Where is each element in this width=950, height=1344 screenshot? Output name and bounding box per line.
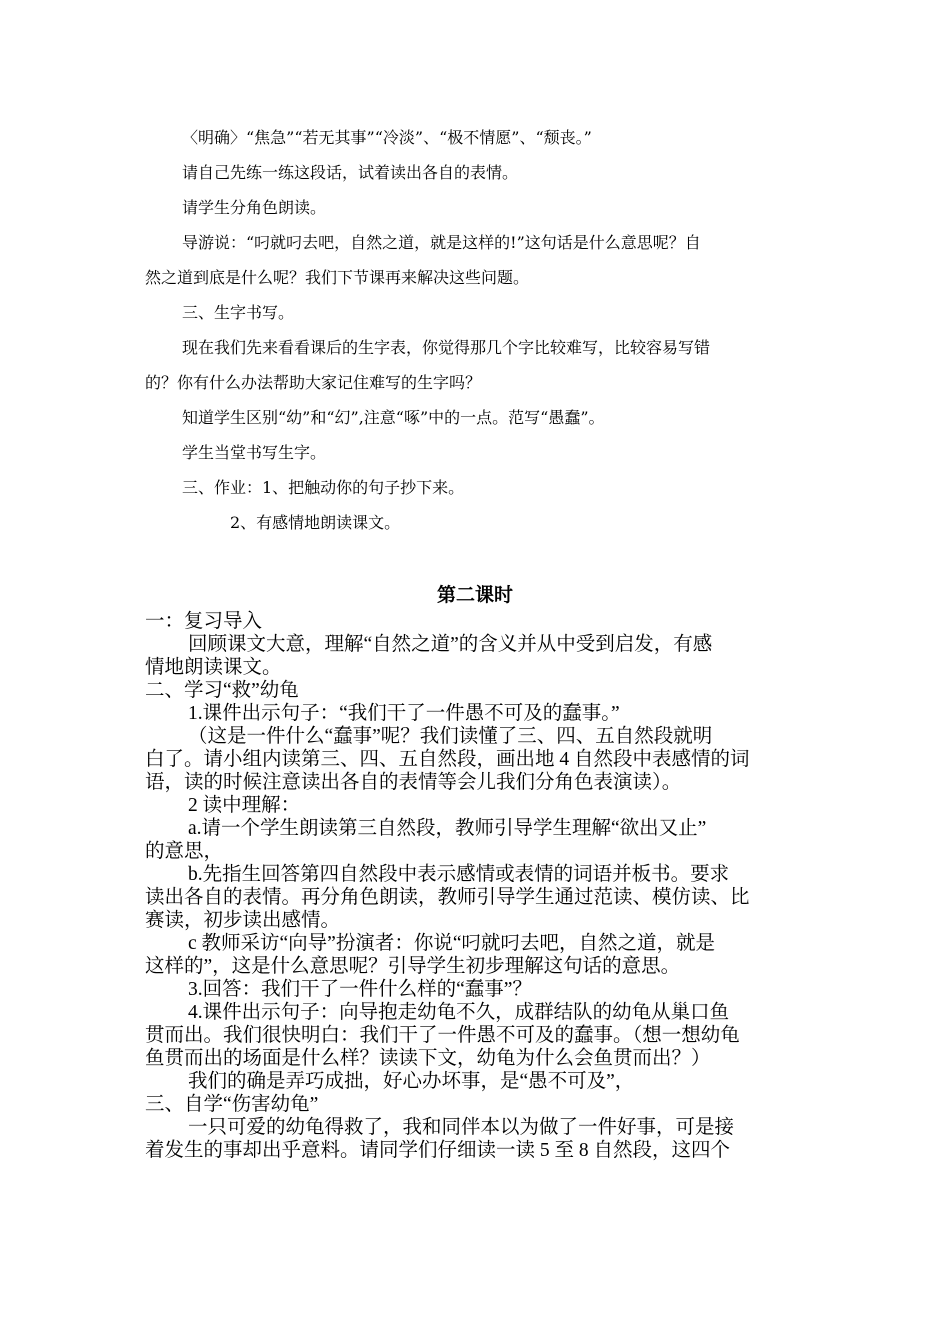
stupid-thing-paragraph xyxy=(145,725,810,794)
text-line: 的意思， xyxy=(145,841,224,862)
text-line: 读出各自的表情。再分角色朗读，教师引导学生通过范读、模仿读、比 xyxy=(145,887,750,908)
heading-review xyxy=(145,610,810,633)
section-heading-writing: 三、生字书写。 xyxy=(182,303,295,322)
text-line: 我们的确是弄巧成拙，好心办坏事，是“愚不可及”， xyxy=(188,1071,635,1092)
text-line: 4.课件出示句子：向导抱走幼龟不久，成群结队的幼龟从巢口鱼 xyxy=(188,1002,730,1023)
text-line: 三、自学“伤害幼龟” xyxy=(145,1094,319,1115)
text-line: （这是一件什么“蠢事”呢？我们读懂了三、四、五自然段就明 xyxy=(188,726,713,747)
summary-paragraph xyxy=(145,1070,810,1093)
step-2b-paragraph xyxy=(145,863,810,932)
distinguish-characters-paragraph: 知道学生区别“幼”和“幻”,注意“啄”中的一点。范写“愚蠢”。 xyxy=(182,408,605,427)
text-line: 着发生的事却出乎意料。请同学们仔细读一读 5 至 8 自然段，这四个 xyxy=(145,1140,731,1161)
student-writing-paragraph: 学生当堂书写生字。 xyxy=(182,443,327,462)
text-line: 2 读中理解： xyxy=(188,795,301,816)
text-line: 1.课件出示句子：“我们干了一件愚不可及的蠢事。” xyxy=(188,703,620,724)
text-line: c 教师采访“向导”扮演者：你说“叼就叼去吧，自然之道，就是 xyxy=(188,933,715,954)
text-line: 情地朗读课文。 xyxy=(145,657,282,678)
character-table-paragraph xyxy=(145,330,810,400)
step-2-heading xyxy=(145,794,810,817)
review-paragraph xyxy=(145,633,810,679)
heading-harm-turtle xyxy=(145,1093,810,1116)
homework-item-2: 2、有感情地朗读课文。 xyxy=(230,513,401,532)
text-line: 鱼贯而出的场面是什么样？读读下文，幼龟为什么会鱼贯而出？） xyxy=(145,1048,711,1069)
clarify-answer-paragraph: 〈明确〉“焦急”“若无其事”“冷淡”、“极不情愿”、“颓丧。” xyxy=(182,128,592,147)
text-line: 二、学习“救”幼龟 xyxy=(145,680,299,701)
text-line: b.先指生回答第四自然段中表示感情或表情的词语并板书。要求 xyxy=(188,864,730,885)
step-3-paragraph xyxy=(145,978,810,1001)
text-line: 一只可爱的幼龟得救了，我和同伴本以为做了一件好事，可是接 xyxy=(188,1117,735,1138)
text-line: 一：复习导入 xyxy=(145,611,263,632)
text-line: 赛读，初步读出感情。 xyxy=(145,910,341,931)
text-line: 白了。请小组内读第三、四、五自然段，画出地 4 自然段中表感情的词 xyxy=(145,749,750,770)
practice-instruction: 请自己先练一练这段话，试着读出各自的表情。 xyxy=(182,163,519,182)
step-1-paragraph xyxy=(145,702,810,725)
guide-question-line1: 导游说：“叼就叼去吧，自然之道，就是这样的!”这句话是什么意思呢？自 xyxy=(182,233,701,252)
guide-question-paragraph xyxy=(145,225,810,295)
text-line: 3.回答：我们干了一件什么样的“蠢事”？ xyxy=(188,979,532,1000)
role-reading-instruction: 请学生分角色朗读。 xyxy=(182,198,327,217)
text-line: a.请一个学生朗读第三自然段，教师引导学生理解“欲出又止” xyxy=(188,818,707,839)
text-line: 这样的”，这是什么意思呢？引导学生初步理解这句话的意思。 xyxy=(145,956,681,977)
homework-item-1: 三、作业：1、把触动你的句子抄下来。 xyxy=(182,478,465,497)
character-table-line1: 现在我们先来看看课后的生字表，你觉得那几个字比较难写，比较容易写错 xyxy=(182,338,711,357)
guide-question-line2: 然之道到底是什么呢？我们下节课再来解决这些问题。 xyxy=(145,268,530,287)
self-study-paragraph xyxy=(145,1116,810,1162)
text-line: 贯而出。我们很快明白：我们干了一件愚不可及的蠢事。（想一想幼龟 xyxy=(145,1025,740,1046)
heading-save-turtle xyxy=(145,679,810,702)
text-line: 语，读的时候注意读出各自的表情等会儿我们分角色表演读）。 xyxy=(145,772,682,793)
step-2c-paragraph xyxy=(145,932,810,978)
character-table-line2: 的？你有什么办法帮助大家记住难写的生字吗？ xyxy=(145,373,482,392)
step-4-paragraph xyxy=(145,1001,810,1070)
lesson-title: 第二课时 xyxy=(436,584,513,606)
step-2a-paragraph xyxy=(145,817,810,863)
text-line: 回顾课文大意，理解“自然之道”的含义并从中受到启发，有感 xyxy=(188,634,713,655)
